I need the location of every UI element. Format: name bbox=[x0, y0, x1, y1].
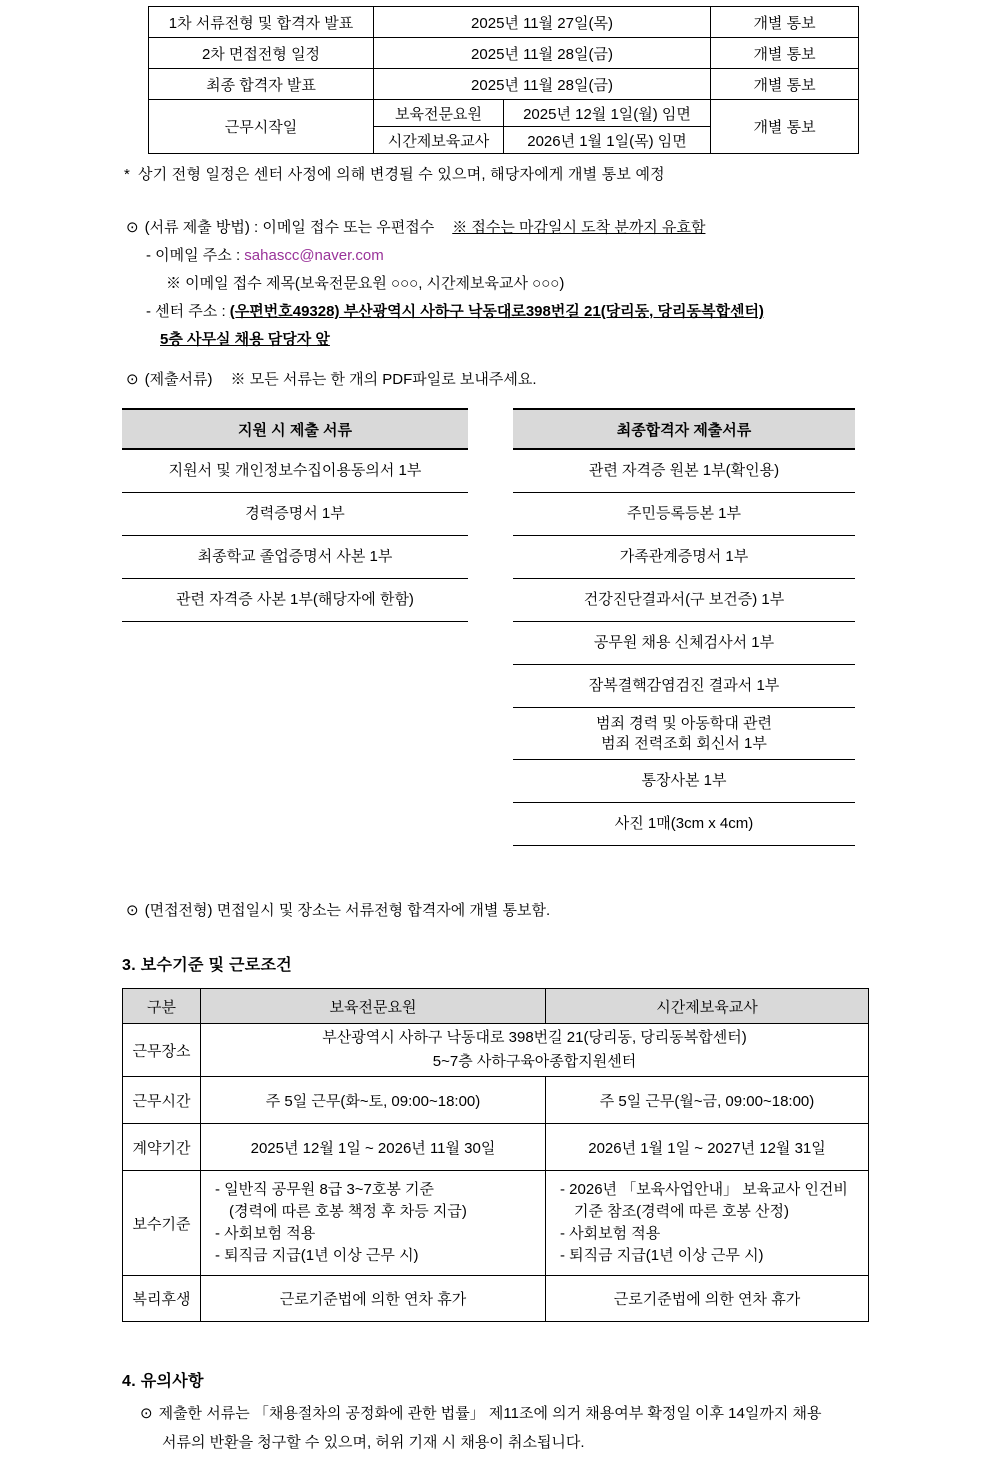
schedule-footnote bbox=[124, 163, 992, 184]
address-line bbox=[126, 298, 992, 326]
email-subject-line bbox=[126, 270, 992, 298]
table-row bbox=[149, 100, 859, 127]
contract-right-cell: 2026년 1월 1일 ~ 2027년 12월 31일 bbox=[546, 1124, 869, 1171]
documents-section bbox=[126, 366, 992, 394]
hours-right-cell: 주 5일 근무(월~금, 09:00~18:00) bbox=[546, 1077, 869, 1124]
bullet-icon: ⊙ bbox=[126, 371, 139, 388]
row-label: 근무시간 bbox=[123, 1077, 201, 1124]
interview-note-line bbox=[126, 897, 992, 925]
list-item: 공무원 채용 신체검사서 1부 bbox=[513, 622, 855, 665]
apply-documents-table bbox=[122, 408, 468, 622]
final-documents-table bbox=[513, 408, 855, 846]
list-item: 사진 1매(3cm x 4cm) bbox=[513, 803, 855, 846]
interview-note-section bbox=[126, 897, 992, 925]
address-value: (우편번호49328) 부산광역시 사하구 낙동대로398번길 21(당리동, 당리동복합센터) bbox=[229, 303, 764, 320]
schedule-stage: 최종 합격자 발표 bbox=[149, 69, 374, 100]
work-location-cell: 부산광역시 사하구 낙동대로 398번길 21(당리동, 당리동복합센터) 5~7층 사하구육아종합지원센터 bbox=[201, 1024, 869, 1077]
column-header: 구분 bbox=[123, 989, 201, 1024]
table-row bbox=[123, 1077, 869, 1124]
schedule-date: 2025년 11월 28일(금) bbox=[374, 69, 711, 100]
table-row bbox=[123, 1276, 869, 1322]
start-date: 2025년 12월 1일(월) 임면 bbox=[504, 100, 711, 127]
method-title: (서류 제출 방법) : 이메일 접수 또는 우편접수 bbox=[144, 219, 435, 236]
email-link[interactable]: sahascc@naver.com bbox=[244, 247, 384, 264]
list-item: 잠복결핵감염검진 결과서 1부 bbox=[513, 665, 855, 708]
working-conditions-table bbox=[122, 988, 869, 1322]
welfare-left-cell: 근로기준법에 의한 연차 휴가 bbox=[201, 1276, 546, 1322]
start-role: 보육전문요원 bbox=[374, 100, 504, 127]
table-header-row bbox=[123, 989, 869, 1024]
footnote-star: * bbox=[124, 166, 131, 183]
submission-method-section bbox=[126, 214, 992, 354]
documents-note: ※ 모든 서류는 한 개의 PDF파일로 보내주세요. bbox=[230, 371, 537, 388]
document-page bbox=[0, 6, 992, 1451]
schedule-table bbox=[148, 6, 859, 154]
pay-right-cell: - 2026년 「보육사업안내」 보육교사 인건비 기준 참조(경력에 따른 호봉 산정) - 사회보험 적용 - 퇴직금 지급(1년 이상 근무 시) bbox=[546, 1171, 869, 1276]
bullet-icon: ⊙ bbox=[126, 902, 139, 919]
row-label: 복리후생 bbox=[123, 1276, 201, 1322]
schedule-notice: 개별 통보 bbox=[711, 69, 859, 100]
email-label: - 이메일 주소 : bbox=[146, 247, 245, 264]
footnote-text: 상기 전형 일정은 센터 사정에 의해 변경될 수 있으며, 해당자에게 개별 통보 예정 bbox=[138, 166, 665, 183]
start-role: 시간제보육교사 bbox=[374, 127, 504, 154]
documents-title: (제출서류) bbox=[144, 371, 213, 388]
welfare-right-cell: 근로기준법에 의한 연차 휴가 bbox=[546, 1276, 869, 1322]
schedule-date: 2025년 11월 27일(목) bbox=[374, 7, 711, 38]
table-row bbox=[123, 1124, 869, 1171]
address-value-2: 5층 사무실 채용 담당자 앞 bbox=[160, 331, 330, 348]
row-label: 계약기간 bbox=[123, 1124, 201, 1171]
email-line bbox=[126, 242, 992, 270]
address-line-2 bbox=[126, 326, 992, 354]
list-item: 지원서 및 개인정보수집이용동의서 1부 bbox=[122, 450, 468, 493]
interview-note-text: (면접전형) 면접일시 및 장소는 서류전형 합격자에 개별 통보함. bbox=[144, 902, 551, 919]
schedule-stage: 근무시작일 bbox=[149, 100, 374, 154]
section4-notes bbox=[140, 1399, 992, 1457]
table-row bbox=[149, 69, 859, 100]
schedule-notice: 개별 통보 bbox=[711, 38, 859, 69]
table-row bbox=[123, 1171, 869, 1276]
bullet-icon: ⊙ bbox=[126, 219, 139, 236]
note-line-2: 서류의 반환을 청구할 수 있으며, 허위 기재 시 채용이 취소됩니다. bbox=[162, 1434, 585, 1451]
schedule-stage: 1차 서류전형 및 합격자 발표 bbox=[149, 7, 374, 38]
pay-left-cell: - 일반직 공무원 8급 3~7호봉 기준 (경력에 따른 호봉 책정 후 차등 지급) - 사회보험 적용 - 퇴직금 지급(1년 이상 근무 시) bbox=[201, 1171, 546, 1276]
column-header: 시간제보육교사 bbox=[546, 989, 869, 1024]
schedule-notice: 개별 통보 bbox=[711, 7, 859, 38]
list-item: 통장사본 1부 bbox=[513, 760, 855, 803]
contract-left-cell: 2025년 12월 1일 ~ 2026년 11월 30일 bbox=[201, 1124, 546, 1171]
documents-tables bbox=[0, 408, 992, 853]
schedule-date: 2025년 11월 28일(금) bbox=[374, 38, 711, 69]
section4-heading: 4. 유의사항 bbox=[122, 1373, 204, 1390]
schedule-notice: 개별 통보 bbox=[711, 100, 859, 154]
apply-table-header: 지원 시 제출 서류 bbox=[122, 408, 468, 450]
method-title-line bbox=[126, 214, 992, 242]
email-subject-note: ※ 이메일 접수 제목(보육전문요원 ○○○, 시간제보육교사 ○○○) bbox=[166, 275, 565, 292]
list-item: 경력증명서 1부 bbox=[122, 493, 468, 536]
list-item: 건강진단결과서(구 보건증) 1부 bbox=[513, 579, 855, 622]
method-validity-note: ※ 접수는 마감일시 도착 분까지 유효함 bbox=[452, 219, 706, 236]
list-item: 가족관계증명서 1부 bbox=[513, 536, 855, 579]
hours-left-cell: 주 5일 근무(화~토, 09:00~18:00) bbox=[201, 1077, 546, 1124]
table-row bbox=[123, 1024, 869, 1077]
start-date: 2026년 1월 1일(목) 임면 bbox=[504, 127, 711, 154]
list-item: 최종학교 졸업증명서 사본 1부 bbox=[122, 536, 468, 579]
section3-heading: 3. 보수기준 및 근로조건 bbox=[122, 957, 292, 974]
table-row bbox=[149, 38, 859, 69]
row-label: 근무장소 bbox=[123, 1024, 201, 1077]
address-label: - 센터 주소 : bbox=[146, 303, 230, 320]
schedule-stage: 2차 면접전형 일정 bbox=[149, 38, 374, 69]
list-item: 관련 자격증 원본 1부(확인용) bbox=[513, 450, 855, 493]
list-item: 범죄 경력 및 아동학대 관련 범죄 전력조회 회신서 1부 bbox=[513, 708, 855, 760]
final-table-header: 최종합격자 제출서류 bbox=[513, 408, 855, 450]
list-item: 주민등록등본 1부 bbox=[513, 493, 855, 536]
row-label: 보수기준 bbox=[123, 1171, 201, 1276]
note-line-1: ⊙ 제출한 서류는 「채용절차의 공정화에 관한 법률」 제11조에 의거 채용여부 확정일 이후 14일까지 채용 bbox=[140, 1399, 992, 1428]
column-header: 보육전문요원 bbox=[201, 989, 546, 1024]
list-item: 관련 자격증 사본 1부(해당자에 한함) bbox=[122, 579, 468, 622]
documents-title-line bbox=[126, 366, 992, 394]
bullet-icon: ⊙ bbox=[140, 1405, 153, 1422]
table-row bbox=[149, 7, 859, 38]
